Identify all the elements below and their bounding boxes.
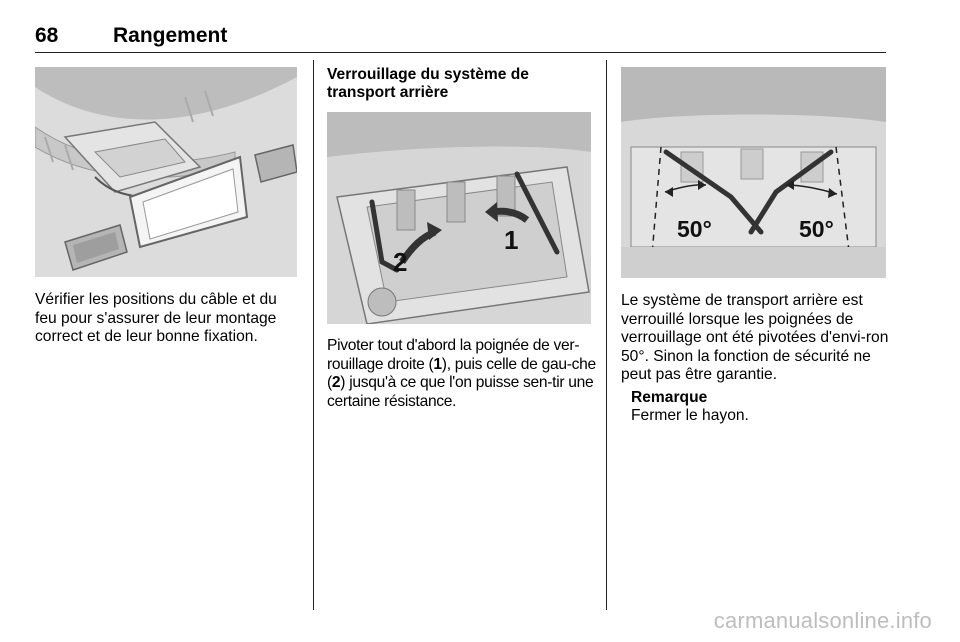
lamp-check-paragraph: Vérifier les positions du câble et du feu pour s'assurer de leur montage correct et de leur bonne fixation. xyxy=(35,291,277,345)
header-rule xyxy=(35,52,886,53)
locking-text-part3: ) jusqu'à ce que l'on puisse sen-tir une certaine résistance. xyxy=(327,374,594,410)
angle-label-left: 50° xyxy=(677,216,712,242)
note-text: Fermer le hayon. xyxy=(631,407,749,424)
locking-handles-illustration xyxy=(327,112,591,324)
angle-label-right: 50° xyxy=(799,216,834,242)
note-heading: Remarque xyxy=(631,389,708,406)
figure-locking-handles xyxy=(327,112,591,324)
chapter-title: Rangement xyxy=(113,24,228,47)
locking-instructions-paragraph xyxy=(327,337,599,411)
locked-status-paragraph: Le système de transport arrière est verrouillé lorsque les poignées de verrouillage ont été pivotées d'envi-ron 50°. Sinon la fonction de sécurité ne peut pas être garantie. xyxy=(621,292,889,383)
callout-1: 1 xyxy=(504,225,519,255)
watermark-text: carmanualsonline.info xyxy=(713,608,932,633)
locking-text-part1: Pivoter tout d'abord la poignée de ver-rouillage droite ( xyxy=(327,337,580,373)
locking-ref-1: 1 xyxy=(433,355,442,373)
column-divider-left xyxy=(313,60,314,610)
callout-2: 2 xyxy=(393,247,408,277)
angle-diagram-illustration xyxy=(621,67,886,278)
locking-ref-2: 2 xyxy=(331,374,341,391)
figure-angle-diagram xyxy=(621,67,886,278)
page-number: 68 xyxy=(35,24,59,47)
lamp-unit-illustration xyxy=(35,67,297,277)
section-heading-locking: Verrouillage du système de transport arrière xyxy=(327,66,529,101)
figure-lamp-unit xyxy=(35,67,297,277)
column-divider-right xyxy=(606,60,607,610)
locking-text-part2: ), puis celle de gau-che ( xyxy=(327,355,596,391)
